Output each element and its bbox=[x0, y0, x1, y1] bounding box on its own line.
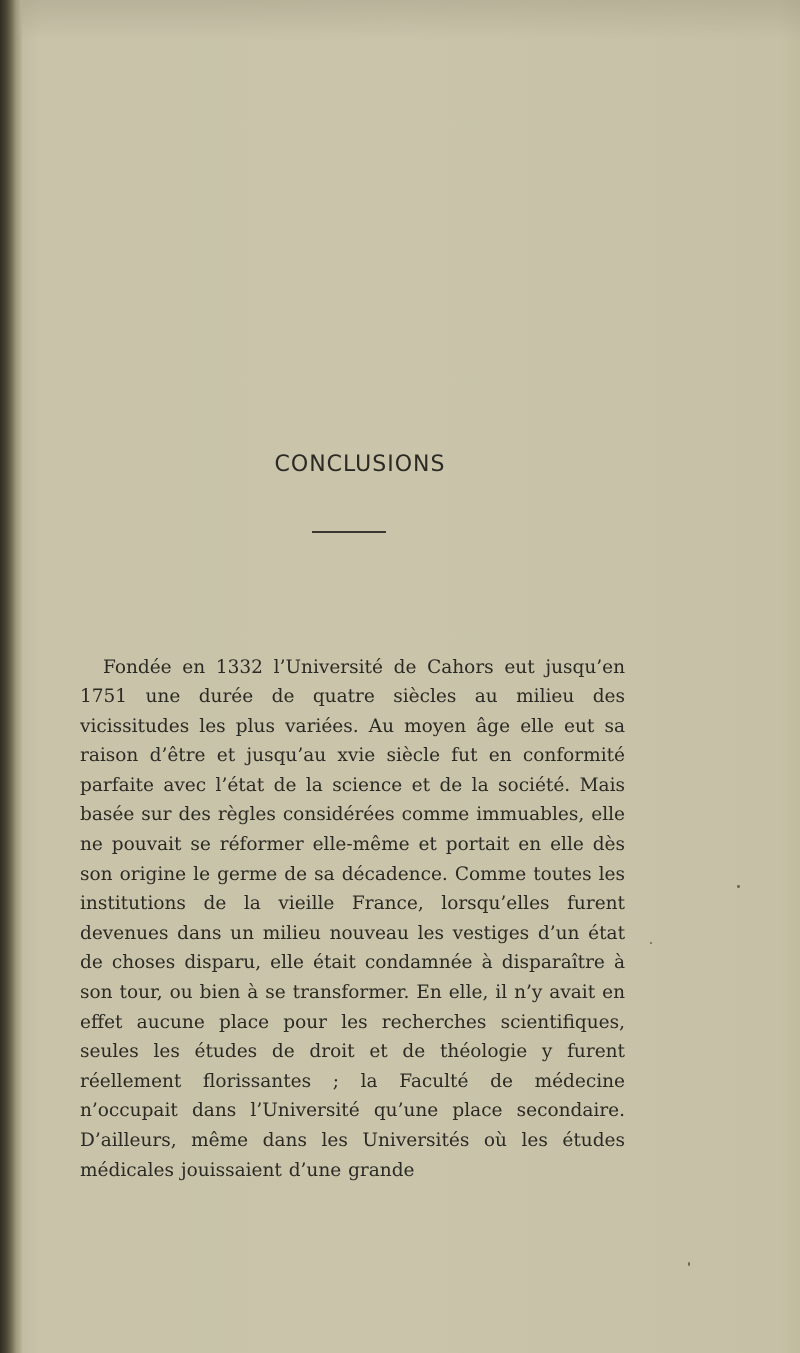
chapter-title: CONCLUSIONS bbox=[274, 452, 446, 477]
binding-edge bbox=[0, 0, 22, 1353]
paper-speck bbox=[688, 1262, 690, 1266]
body-paragraph: Fondée en 1332 l’Université de Cahors eut jusqu’en 1751 une durée de quatre siècles au milieu des vicissitudes les plus variées. Au moyen âge elle eut sa raison d’être et jusqu’au xvie siècle fut en conformité parfaite avec l’état de la science et de la société. Mais basée sur des règles considérées comme immuables, elle ne pouvait se réformer elle-même et portait en elle dès son origine le germe de sa décadence. Comme toutes les institutions de la vieille France, lorsqu’elles furent devenues dans un milieu nouveau les vestiges d’un état de choses disparu, elle était condamnée à disparaître à son tour, ou bien à se transformer. En elle, il n’y avait en effet aucune place pour les recherches scientifiques, seules les études de droit et de théologie y furent réellement florissantes ; la Faculté de médecine n’occupait dans l’Université qu’une place secondaire. D’ailleurs, même dans les Universités où les études médicales jouissaient d’une grande bbox=[80, 656, 625, 1181]
heading-rule bbox=[312, 531, 386, 533]
paper-speck bbox=[737, 885, 740, 888]
chapter-heading bbox=[250, 452, 470, 477]
paper-speck bbox=[650, 942, 652, 944]
page-shadow bbox=[22, 0, 800, 40]
